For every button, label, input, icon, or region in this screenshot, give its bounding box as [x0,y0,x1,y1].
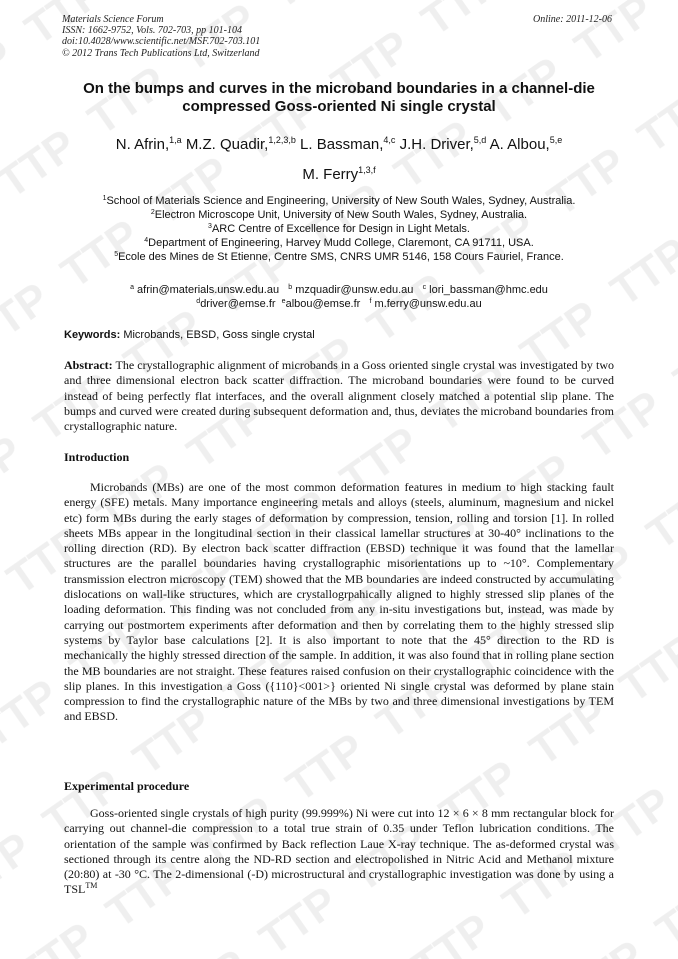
affiliation-line [40,236,638,250]
email-mark: d [196,298,201,305]
affiliation-line [40,222,638,236]
abstract-text: The crystallographic alignment of microbands in a Goss oriented single crystal was investigated by two and three dimensional electron back scatter diffraction. The microband boundaries were found to be curved instead of being perfectly flat interfaces, and the overall alignment closely matched a potential slip plane. The bumps and curved were created during subsequent deformation and, thus, deviates the microband boundaries from crystallographic nature. [64,358,614,434]
email-mark: f [369,298,372,305]
author-affiliation-mark: 1,3,f [358,165,376,175]
journal-name: Materials Science Forum [62,14,164,25]
keywords-text: Microbands, EBSD, Goss single crystal [123,329,315,341]
email-address[interactable]: albou@emse.fr [285,298,361,310]
affiliation-line [40,250,638,264]
affiliation-text: ARC Centre of Excellence for Design in Light Metals. [211,223,470,235]
affiliation-line [40,194,638,208]
issn-line: ISSN: 1662-9752, Vols. 702-703, pp 101-104 [62,25,242,37]
email-mark: c [422,284,427,291]
author-list [40,130,638,190]
email-address[interactable]: mzquadir@unsw.edu.au [295,284,414,296]
copyright-line: © 2012 Trans Tech Publications Ltd, Switzerland [62,47,260,59]
author-emails [40,283,638,311]
affiliations [40,194,638,264]
section-heading-experimental: Experimental procedure [64,779,190,793]
affiliation-number: 4 [144,237,149,244]
author-affiliation-mark: 5,e [549,135,563,145]
email-mark: b [288,284,293,291]
author-name: A. Albou, [489,136,550,153]
email-mark: e [281,298,286,305]
email-address[interactable]: lori_bassman@hmc.edu [429,284,548,296]
affiliation-line [40,208,638,222]
keywords [64,328,624,342]
email-address[interactable]: afrin@materials.unsw.edu.au [137,284,280,296]
doi-line: doi:10.4028/www.scientific.net/MSF.702-703.101 [62,36,261,48]
author-name: L. Bassman, [300,136,384,153]
email-address[interactable]: m.ferry@unsw.edu.au [374,298,482,310]
trademark-mark: TM [85,881,98,891]
email-mark: a [130,284,134,291]
author-affiliation-mark: 1,2,3,b [268,135,296,145]
affiliation-number: 2 [150,209,155,216]
experimental-text: Goss-oriented single crystals of high purity (99.999%) Ni were cut into 12 × 6 × 8 mm rectangular block for carrying out channel-die compression to a total true strain of 0.35 under Teflon lubrication conditions. The orientation of the sample was confirmed by Back reflection Laue X-ray technique. The as-deformed crystal was sectioned through its centre along the ND-RD section and electropolished in Nitric Acid and Methanol mixture (20:80) at -30 °C. The 2-dimensional (-D) microstructural and crystallographic investigation was done by using a TSL [64,806,614,897]
affiliation-text: School of Materials Science and Engineering, University of New South Wales, Sydney, Australia. [106,195,576,207]
affiliation-text: Electron Microscope Unit, University of New South Wales, Sydney, Australia. [154,209,528,221]
author-name: M. Ferry [302,166,359,183]
email-address[interactable]: driver@emse.fr [200,298,276,310]
affiliation-text: Ecole des Mines de St Etienne, Centre SMS, CNRS UMR 5146, 158 Cours Fauriel, France. [118,251,564,263]
email-line-2 [40,297,638,311]
section-heading-introduction: Introduction [64,450,130,464]
author-line-2 [40,160,638,190]
affiliation-number: 5 [114,251,119,258]
journal-header [62,14,260,59]
experimental-paragraph [64,806,614,898]
author-name: N. Afrin, [115,136,170,153]
keywords-label: Keywords: [64,329,121,341]
author-line-1 [40,130,638,160]
online-date: Online: 2011-12-06 [533,14,612,25]
abstract [64,358,614,434]
author-affiliation-mark: 4,c [383,135,396,145]
abstract-label: Abstract: [64,358,113,372]
introduction-paragraph: Microbands (MBs) are one of the most common deformation features in medium to high stacking fault energy (SFE) metals. Many importance engineering metals and alloys (steels, aluminum, magnesium and nickel etc) form MBs during the early stages of deformation by compression, tension, rolling and torsion [1]. In rolled sheets MBs appear in the longitudinal section in their classical lamellar structures at 30-40° inclinations to the rolling direction (RD). By electron back scatter diffraction (EBSD) technique it was found that the lamellar structures are the parallel boundaries having crystallographic misorientations up to ~10°. Complementary transmission electron microscopy (TEM) showed that the MB boundaries are indeed constructed by accumulating dislocations on wall-like structures, which are crystallogrpahically aligned to highly stressed slip planes of the loading deformation. This finding was not concluded from any in-situ investigations but, instead, was made by carrying out postmortem experiments after deformation and then by correlating them to the highly stressed slip systems by Taylor base calculations [2]. It is also important to note that the 45° direction to the RD is mechanically the highly stressed direction of the sample. In addition, it was also found that in rolling plane section the MB boundaries are not straight. These features raised confusion on their crystallographic coincidence with the slip planes. In this investigation a Goss ({110}<001>} oriented Ni single crystal was deformed by plane stain compression to find the crystallographic nature of the MBs by two and three dimensional investigations by TEM and EBSD. [64,480,614,724]
affiliation-number: 1 [102,195,107,202]
email-line-1 [40,283,638,297]
author-name: M.Z. Quadir, [185,136,269,153]
affiliation-number: 3 [208,223,212,230]
paper-title: On the bumps and curves in the microband boundaries in a channel-die compressed Goss-oriented Ni single crystal [83,80,595,115]
affiliation-text: Department of Engineering, Harvey Mudd College, Claremont, CA 91711, USA. [148,237,534,249]
author-affiliation-mark: 1,a [169,135,182,145]
author-affiliation-mark: 5,d [473,135,487,145]
author-name: J.H. Driver, [399,136,474,153]
